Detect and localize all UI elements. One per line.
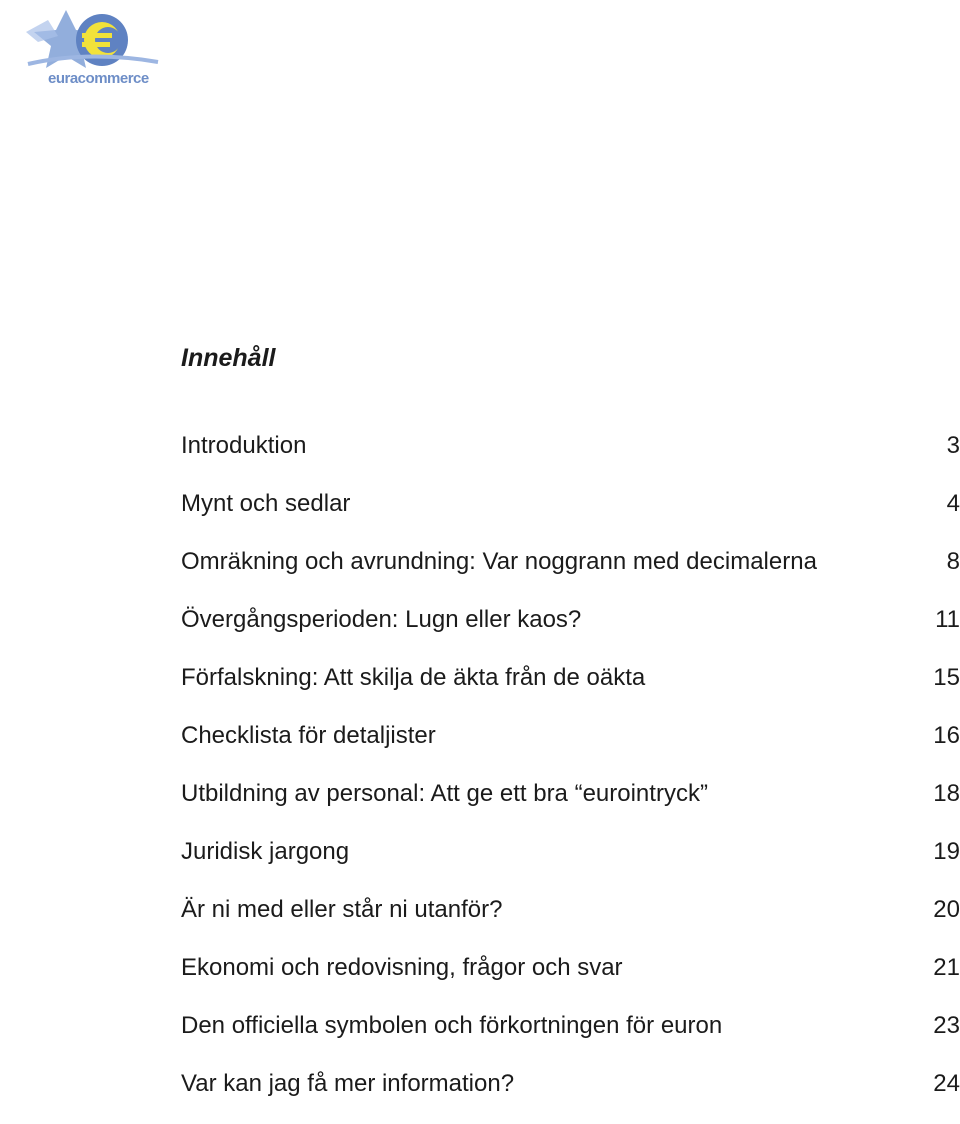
toc-entry-label: Ekonomi och redovisning, frågor och svar	[181, 954, 623, 981]
toc-entry	[181, 1008, 960, 1066]
toc-entry-page: 19	[933, 838, 960, 865]
toc-entry	[181, 544, 960, 602]
toc-entry-page: 8	[946, 548, 960, 575]
toc-entry-page: 4	[946, 490, 960, 517]
toc-entry	[181, 1066, 960, 1124]
toc-entry-page: 16	[933, 722, 960, 749]
toc-entry-label: Introduktion	[181, 432, 307, 459]
toc-entry-page: 21	[933, 954, 960, 981]
toc-entry-page: 20	[933, 896, 960, 923]
toc-entry-label: Är ni med eller står ni utanför?	[181, 896, 503, 923]
toc-entry-label: Utbildning av personal: Att ge ett bra “eurointryck”	[181, 780, 708, 807]
toc-entry	[181, 602, 960, 660]
toc-entry-label: Checklista för detaljister	[181, 722, 436, 749]
toc-entry	[181, 660, 960, 718]
table-of-contents	[181, 428, 960, 1124]
euro-star-icon	[18, 6, 163, 76]
toc-entry	[181, 950, 960, 1008]
toc-entry-page: 3	[946, 432, 960, 459]
toc-entry	[181, 486, 960, 544]
toc-title: Innehåll	[181, 344, 276, 372]
toc-entry-label: Mynt och sedlar	[181, 490, 351, 517]
toc-entry	[181, 428, 960, 486]
toc-entry-page: 24	[933, 1070, 960, 1097]
toc-entry-page: 11	[935, 606, 960, 633]
toc-entry	[181, 718, 960, 776]
toc-entry	[181, 776, 960, 834]
toc-entry-page: 15	[933, 664, 960, 691]
toc-entry-label: Omräkning och avrundning: Var noggrann med decimalerna	[181, 548, 817, 575]
logo-text: euracommerce	[48, 70, 149, 87]
toc-entry-page: 23	[933, 1012, 960, 1039]
toc-entry-label: Förfalskning: Att skilja de äkta från de oäkta	[181, 664, 646, 691]
toc-entry-label: Övergångsperioden: Lugn eller kaos?	[181, 606, 582, 633]
toc-entry-page: 18	[933, 780, 960, 807]
toc-entry	[181, 834, 960, 892]
euracommerce-logo	[18, 6, 163, 90]
toc-entry-label: Den officiella symbolen och förkortningen för euron	[181, 1012, 723, 1039]
toc-entry-label: Juridisk jargong	[181, 838, 350, 865]
toc-entry	[181, 892, 960, 950]
toc-entry-label: Var kan jag få mer information?	[181, 1070, 515, 1097]
